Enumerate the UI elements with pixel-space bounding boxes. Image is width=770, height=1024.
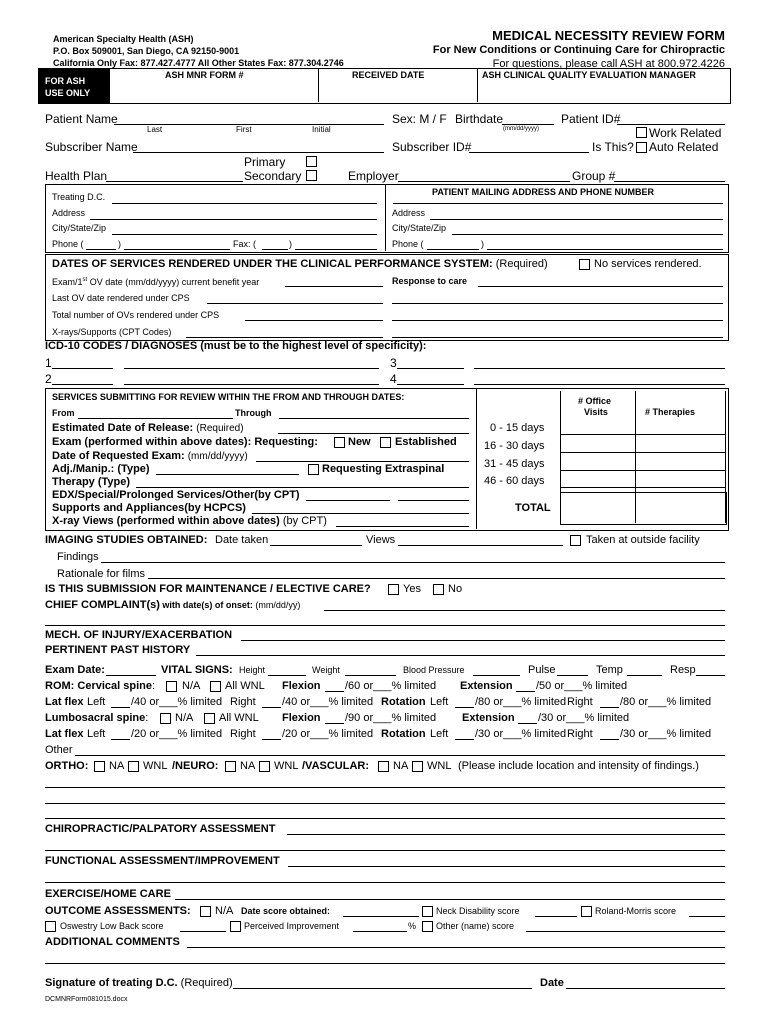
rationale-field[interactable]	[148, 578, 725, 579]
office-visits-header-2: Visits	[584, 407, 608, 417]
mailing-phone-label: Phone (	[392, 239, 424, 249]
lumbosacral-lat-left-range: /20 or___% limited	[131, 728, 223, 740]
lumbosacral-na-checkbox[interactable]	[160, 713, 171, 724]
patient-name-label: Patient Name	[45, 112, 118, 126]
bp-label: Blood Pressure	[403, 665, 465, 675]
cervical-rot-left-label: Left	[430, 696, 449, 708]
lumbosacral-rot-right-label: Right	[567, 728, 593, 740]
services-title: SERVICES SUBMITTING FOR REVIEW WITHIN THE FROM AND THROUGH DATES:	[52, 392, 405, 402]
questions-phone: For questions, please call ASH at 800.972.4226	[492, 58, 725, 70]
total-ovs-field[interactable]	[245, 320, 383, 321]
ash-divider-2	[477, 68, 478, 102]
neck-disability-checkbox[interactable]	[422, 906, 433, 917]
icd-2-code[interactable]	[52, 384, 113, 385]
mech-injury-label: MECH. OF INJURY/EXACERBATION	[45, 629, 233, 641]
lumbosacral-extension-range: /30 or___% limited	[538, 712, 630, 724]
cervical-wnl-checkbox[interactable]	[210, 681, 221, 692]
perceived-checkbox[interactable]	[230, 921, 241, 932]
secondary-checkbox[interactable]	[306, 170, 317, 181]
lumbosacral-wnl-checkbox[interactable]	[204, 713, 215, 724]
cervical-rotation-label: Rotation	[381, 696, 426, 708]
ash-use-label-1: FOR ASH	[45, 76, 86, 86]
roland-morris-checkbox[interactable]	[581, 906, 592, 917]
lumbosacral-lat-flex-label: Lat flex	[45, 728, 84, 740]
adj-manip-label: Adj./Manip.: (Type)	[52, 463, 150, 475]
subscriber-name-label: Subscriber Name	[45, 140, 138, 154]
therapy-field[interactable]	[136, 487, 469, 488]
auto-related-checkbox[interactable]	[636, 142, 647, 153]
lumbosacral-lat-right-label: Right	[230, 728, 256, 740]
mailing-phone-number-field[interactable]	[487, 249, 723, 250]
therapies-header: # Therapies	[645, 407, 696, 417]
icd-3-label: 3	[390, 356, 397, 370]
bp-field[interactable]	[473, 675, 520, 676]
ortho-wnl-label: WNL	[143, 760, 168, 772]
icd-1-label: 1	[45, 356, 52, 370]
cervical-lat-left-range: /40 or___% limited	[131, 696, 223, 708]
neuro-label: /NEURO:	[172, 760, 219, 772]
vascular-wnl-checkbox[interactable]	[412, 761, 423, 772]
cervical-flexion-label: Flexion	[282, 680, 321, 692]
mech-injury-field[interactable]	[241, 640, 725, 641]
supports-field[interactable]	[252, 513, 469, 514]
employer-label: Employer	[348, 169, 399, 183]
maintenance-question: IS THIS SUBMISSION FOR MAINTENANCE / ELECTIVE CARE?	[45, 583, 371, 595]
pulse-label: Pulse	[528, 664, 556, 676]
outcome-na-label: N/A	[215, 905, 234, 917]
phone-label: Phone (	[52, 239, 84, 249]
ortho-na-label: NA	[109, 760, 125, 772]
xray-views-field[interactable]	[336, 526, 469, 527]
exercise-label: EXERCISE/HOME CARE	[45, 888, 171, 900]
functional-field[interactable]	[288, 866, 725, 867]
services-divider	[476, 388, 477, 529]
cervical-wnl-label: All WNL	[225, 680, 265, 692]
neuro-wnl-label: WNL	[274, 760, 299, 772]
cervical-lat-right-field[interactable]	[262, 707, 281, 708]
range-16-30: 16 - 30 days	[484, 440, 545, 452]
xrays-label: X-rays/Supports (CPT Codes)	[52, 327, 172, 337]
height-label: Height	[239, 665, 266, 675]
primary-checkbox[interactable]	[306, 156, 317, 167]
icd-2-desc[interactable]	[124, 384, 379, 385]
ortho-note: (Please include location and intensity of findings.)	[458, 760, 699, 772]
weight-field[interactable]	[345, 675, 396, 676]
chiro-assessment-line-2[interactable]	[45, 850, 725, 851]
secondary-label: Secondary	[244, 169, 302, 183]
neck-disability-label: Neck Disability score	[436, 906, 520, 916]
roland-morris-label: Roland-Morris score	[595, 906, 677, 916]
functional-label: FUNCTIONAL ASSESSMENT/IMPROVEMENT	[45, 855, 280, 867]
height-field[interactable]	[268, 675, 306, 676]
mailing-phone-close: )	[481, 239, 484, 249]
response-to-care-label: Response to care	[392, 276, 468, 286]
ash-divider-1	[318, 68, 319, 102]
ortho-label: ORTHO:	[45, 760, 89, 772]
birthdate-field[interactable]	[502, 124, 554, 125]
org-name: American Specialty Health (ASH)	[53, 34, 194, 44]
neck-disability-field[interactable]	[535, 916, 577, 917]
therapy-label: Therapy (Type)	[52, 476, 131, 488]
maintenance-no-checkbox[interactable]	[433, 584, 444, 595]
icd-1-code[interactable]	[52, 368, 113, 369]
est-release-label: Estimated Date of Release: (Required)	[52, 422, 244, 434]
lumbosacral-flexion-range: /90 or___% limited	[345, 712, 437, 724]
weight-label: Weight	[312, 665, 340, 675]
auto-related-label: Auto Related	[649, 140, 719, 154]
lumbosacral-rot-right-range: /30 or___% limited	[620, 728, 712, 740]
work-related-label: Work Related	[649, 126, 722, 140]
total-divider	[635, 492, 636, 523]
cervical-lat-left-label: Left	[87, 696, 106, 708]
exam-established-checkbox[interactable]	[380, 437, 391, 448]
no-services-checkbox[interactable]	[579, 259, 590, 270]
total-field[interactable]	[560, 492, 727, 525]
first-label: First	[236, 125, 252, 134]
office-visits-header-1: # Office	[578, 396, 612, 406]
exam-ov-field[interactable]	[285, 286, 383, 287]
lumbosacral-lat-right-field[interactable]	[262, 739, 281, 740]
form-title: MEDICAL NECESSITY REVIEW FORM	[492, 28, 725, 43]
fax-close: )	[289, 239, 292, 249]
cervical-na-label: N/A	[182, 680, 201, 692]
response-line-3[interactable]	[392, 320, 723, 321]
from-field[interactable]	[78, 418, 233, 419]
exam-ov-label: Exam/1st OV date (mm/dd/yyyy) current benefit year	[52, 277, 260, 287]
views-field[interactable]	[398, 545, 563, 546]
vascular-wnl-label: WNL	[427, 760, 452, 772]
org-fax: California Only Fax: 877.427.4777 All Other States Fax: 877.304.2746	[53, 58, 344, 68]
chiro-assessment-field[interactable]	[287, 834, 725, 835]
address-label: Address	[52, 208, 86, 218]
perceived-pct: %	[408, 921, 417, 931]
findings-label: Findings	[57, 551, 99, 563]
ortho-wnl-checkbox[interactable]	[128, 761, 139, 772]
ash-use-label-2: USE ONLY	[45, 88, 91, 98]
rom-cervical-label: ROM: Cervical spine:	[45, 680, 156, 692]
range-31-45-row[interactable]	[560, 470, 725, 471]
subscriber-id-label: Subscriber ID#	[392, 140, 472, 154]
outcome-na-checkbox[interactable]	[200, 906, 211, 917]
additional-comments-label: ADDITIONAL COMMENTS	[45, 936, 180, 948]
past-history-label: PERTINENT PAST HISTORY	[45, 644, 191, 656]
city-state-zip-field[interactable]	[112, 234, 377, 235]
other-label: Other	[45, 744, 73, 756]
cervical-lat-left-field[interactable]	[111, 707, 130, 708]
fax-label: Fax: (	[233, 239, 257, 249]
resp-label: Resp	[670, 664, 696, 676]
date-score-label: Date score obtained:	[241, 906, 331, 916]
resp-field[interactable]	[696, 675, 725, 676]
org-address: P.O. Box 509001, San Diego, CA 92150-9001	[53, 46, 240, 56]
total-label: TOTAL	[515, 502, 551, 514]
date-req-exam-label: Date of Requested Exam: (mm/dd/yyyy)	[52, 450, 248, 462]
additional-comments-line-2[interactable]	[45, 963, 725, 964]
group-label: Group #	[572, 169, 616, 183]
xrays-field[interactable]	[186, 337, 383, 338]
cervical-lat-right-range: /40 or___% limited	[282, 696, 374, 708]
from-label: From	[52, 408, 75, 418]
vital-signs-label: VITAL SIGNS:	[161, 664, 233, 676]
date-taken-label: Date taken	[215, 534, 269, 546]
subscriber-name-field[interactable]	[133, 152, 384, 153]
signature-date-label: Date	[540, 977, 564, 989]
vascular-na-label: NA	[393, 760, 409, 772]
date-taken-field[interactable]	[270, 545, 362, 546]
initial-label: Initial	[312, 125, 331, 134]
cervical-na-checkbox[interactable]	[166, 681, 177, 692]
subscriber-id-field[interactable]	[469, 152, 589, 153]
city-state-zip-label: City/State/Zip	[52, 223, 107, 233]
lumbosacral-flexion-label: Flexion	[282, 712, 321, 724]
lumbosacral-lat-left-field[interactable]	[111, 739, 130, 740]
ortho-na-checkbox[interactable]	[94, 761, 105, 772]
findings-field[interactable]	[101, 562, 725, 563]
phone-close: )	[118, 239, 121, 249]
cps-title: DATES OF SERVICES RENDERED UNDER THE CLINICAL PERFORMANCE SYSTEM: (Required)	[52, 258, 548, 270]
cervical-rot-right-label: Right	[567, 696, 593, 708]
last-ov-label: Last OV date rendered under CPS	[52, 293, 190, 303]
maintenance-yes-label: Yes	[403, 583, 421, 595]
lumbosacral-rot-left-field[interactable]	[455, 739, 474, 740]
lumbosacral-lat-left-label: Left	[87, 728, 106, 740]
mailing-address-field[interactable]	[430, 219, 723, 220]
cervical-extension-range: /50 or___% limited	[536, 680, 628, 692]
through-label: Through	[235, 408, 272, 418]
chief-complaint-label: CHIEF COMPLAINT(s) with date(s) of onset: (mm/dd/yy)	[45, 599, 301, 611]
icd-3-desc[interactable]	[474, 368, 725, 369]
range-46-60: 46 - 60 days	[484, 475, 545, 487]
outside-facility-label: Taken at outside facility	[586, 534, 700, 546]
cervical-rot-left-field[interactable]	[455, 707, 474, 708]
other-score-field[interactable]	[526, 931, 725, 932]
fax-area-field[interactable]	[262, 249, 288, 250]
mailing-phone-field[interactable]	[427, 249, 479, 250]
adj-manip-field[interactable]	[156, 474, 299, 475]
icd-title: ICD-10 CODES / DIAGNOSES (must be to the highest level of specificity):	[45, 340, 427, 352]
address-field[interactable]	[90, 219, 377, 220]
outcome-label: OUTCOME ASSESSMENTS:	[45, 905, 191, 917]
cervical-lat-flex-label: Lat flex	[45, 696, 84, 708]
exam-new-label: New	[348, 436, 371, 448]
ortho-line-1[interactable]	[45, 787, 725, 788]
cervical-rot-right-range: /80 or___% limited	[620, 696, 712, 708]
lumbosacral-rot-left-label: Left	[430, 728, 449, 740]
icd-4-code[interactable]	[397, 384, 464, 385]
mailing-header: PATIENT MAILING ADDRESS AND PHONE NUMBER	[432, 187, 655, 197]
range-0-15-row[interactable]	[560, 434, 725, 435]
exam-date-label: Exam Date:	[45, 664, 105, 676]
edx-field[interactable]	[306, 500, 390, 501]
lumbosacral-flexion-field[interactable]	[325, 723, 344, 724]
ortho-line-2[interactable]	[45, 803, 725, 804]
form-subtitle: For New Conditions or Continuing Care for Chiropractic	[432, 44, 725, 56]
neuro-na-label: NA	[240, 760, 256, 772]
supports-label: Supports and Appliances(by HCPCS)	[52, 502, 246, 514]
total-ovs-label: Total number of OVs rendered under CPS	[52, 310, 220, 320]
chief-complaint-field[interactable]	[324, 610, 725, 611]
mailing-line-1[interactable]	[393, 203, 723, 204]
fax-number-field[interactable]	[295, 249, 377, 250]
edx-field-2[interactable]	[398, 500, 469, 501]
cervical-lat-right-label: Right	[230, 696, 256, 708]
treating-dc-label: Treating D.C.	[52, 192, 106, 202]
provider-divider	[385, 184, 386, 251]
lumbosacral-rotation-label: Rotation	[381, 728, 426, 740]
range-0-15: 0 - 15 days	[490, 422, 545, 434]
vascular-na-checkbox[interactable]	[378, 761, 389, 772]
response-line-4[interactable]	[392, 337, 723, 338]
mailing-city-field[interactable]	[452, 234, 723, 235]
response-to-care-field[interactable]	[478, 286, 723, 287]
employer-field[interactable]	[398, 181, 570, 182]
icd-2-label: 2	[45, 372, 52, 386]
neuro-wnl-checkbox[interactable]	[259, 761, 270, 772]
range-46-60-row[interactable]	[560, 487, 725, 488]
extraspinal-label: Requesting Extraspinal	[322, 463, 445, 475]
lumbosacral-rot-left-range: /30 or___% limited	[475, 728, 567, 740]
exam-requesting-label: Exam (performed within above dates): Requesting:	[52, 436, 318, 448]
sex-label: Sex: M / F	[392, 112, 447, 126]
through-field[interactable]	[279, 418, 469, 419]
maintenance-yes-checkbox[interactable]	[388, 584, 399, 595]
range-16-30-row[interactable]	[560, 452, 725, 453]
temp-label: Temp	[596, 664, 623, 676]
additional-comments-field[interactable]	[187, 947, 725, 948]
other-field[interactable]	[75, 755, 725, 756]
maintenance-no-label: No	[448, 583, 463, 595]
lumbosacral-na-label: N/A	[175, 712, 194, 724]
doc-id: DCMNRForm081015.docx	[45, 996, 128, 1003]
patient-id-field[interactable]	[617, 124, 725, 125]
lumbosacral-wnl-label: All WNL	[219, 712, 259, 724]
date-req-exam-field[interactable]	[256, 461, 469, 462]
roland-morris-field[interactable]	[689, 916, 725, 917]
oswestry-checkbox[interactable]	[45, 921, 56, 932]
past-history-field[interactable]	[196, 655, 725, 656]
edx-label: EDX/Special/Prolonged Services/Other(by CPT)	[52, 489, 300, 501]
chief-complaint-line-2[interactable]	[45, 625, 725, 626]
views-label: Views	[366, 534, 396, 546]
ash-mnr-form: ASH MNR FORM #	[165, 70, 244, 80]
chiro-assessment-label: CHIROPRACTIC/PALPATORY ASSESSMENT	[45, 823, 276, 835]
birthdate-label: Birthdate	[455, 112, 504, 126]
work-related-checkbox[interactable]	[636, 127, 647, 138]
other-score-label: Other (name) score	[436, 921, 515, 931]
extraspinal-checkbox[interactable]	[308, 464, 319, 475]
other-score-checkbox[interactable]	[422, 921, 433, 932]
exam-new-checkbox[interactable]	[334, 437, 345, 448]
icd-1-desc[interactable]	[124, 368, 379, 369]
xray-views-label: X-ray Views (performed within above dates) (by CPT)	[52, 515, 327, 527]
cervical-extension-label: Extension	[460, 680, 513, 692]
lumbosacral-extension-label: Extension	[462, 712, 515, 724]
lumbosacral-extension-field[interactable]	[518, 723, 537, 724]
mailing-address-label: Address	[392, 208, 426, 218]
mailing-city-label: City/State/Zip	[392, 223, 447, 233]
ash-manager: ASH CLINICAL QUALITY EVALUATION MANAGER	[482, 70, 696, 80]
health-plan-label: Health Plan	[45, 169, 108, 183]
neuro-na-checkbox[interactable]	[225, 761, 236, 772]
icd-3-code[interactable]	[397, 368, 464, 369]
pulse-field[interactable]	[557, 675, 588, 676]
cervical-rot-left-range: /80 or___% limited	[475, 696, 567, 708]
primary-label: Primary	[244, 155, 286, 169]
cervical-flexion-field[interactable]	[325, 691, 344, 692]
cervical-flexion-range: /60 or___% limited	[345, 680, 437, 692]
phone-field[interactable]	[86, 249, 116, 250]
cervical-rot-right-field[interactable]	[600, 707, 619, 708]
birthdate-format: (mm/dd/yyyy)	[503, 126, 539, 132]
icd-4-desc[interactable]	[474, 384, 725, 385]
ortho-line-3[interactable]	[45, 818, 725, 819]
oswestry-label: Oswestry Low Back score	[60, 921, 164, 931]
group-field[interactable]	[614, 181, 725, 182]
ash-received-date: RECEIVED DATE	[352, 70, 425, 80]
health-plan-field[interactable]	[106, 181, 243, 182]
imaging-title: IMAGING STUDIES OBTAINED:	[45, 534, 208, 546]
lumbosacral-label: Lumbosacral spine:	[45, 712, 149, 724]
exam-established-label: Established	[395, 436, 457, 448]
lumbosacral-rot-right-field[interactable]	[600, 739, 619, 740]
signature-field[interactable]	[233, 988, 532, 989]
oswestry-field[interactable]	[180, 931, 226, 932]
lumbosacral-lat-right-range: /20 or___% limited	[282, 728, 374, 740]
vascular-label: /VASCULAR:	[302, 760, 370, 772]
perceived-label: Perceived Improvement	[244, 921, 340, 931]
treating-dc-field[interactable]	[112, 203, 377, 204]
outside-facility-checkbox[interactable]	[570, 535, 581, 546]
phone-number-field[interactable]	[124, 249, 230, 250]
date-score-field[interactable]	[343, 916, 419, 917]
signature-date-field[interactable]	[566, 988, 725, 989]
last-label: Last	[147, 125, 163, 134]
functional-line-2[interactable]	[45, 882, 725, 883]
no-services-label: No services rendered.	[594, 258, 702, 270]
cervical-extension-field[interactable]	[516, 691, 535, 692]
temp-field[interactable]	[627, 675, 662, 676]
range-31-45: 31 - 45 days	[484, 458, 545, 470]
response-line-2[interactable]	[392, 303, 723, 304]
est-release-field[interactable]	[278, 433, 469, 434]
is-this-label: Is This?	[592, 140, 634, 154]
icd-4-label: 4	[390, 372, 397, 386]
last-ov-field[interactable]	[207, 303, 383, 304]
signature-label: Signature of treating D.C. (Required)	[45, 977, 233, 989]
patient-id-label: Patient ID#	[561, 112, 621, 126]
rationale-label: Rationale for films	[57, 568, 146, 580]
exam-date-field[interactable]	[106, 675, 156, 676]
exercise-field[interactable]	[175, 899, 725, 900]
perceived-field[interactable]	[353, 931, 407, 932]
